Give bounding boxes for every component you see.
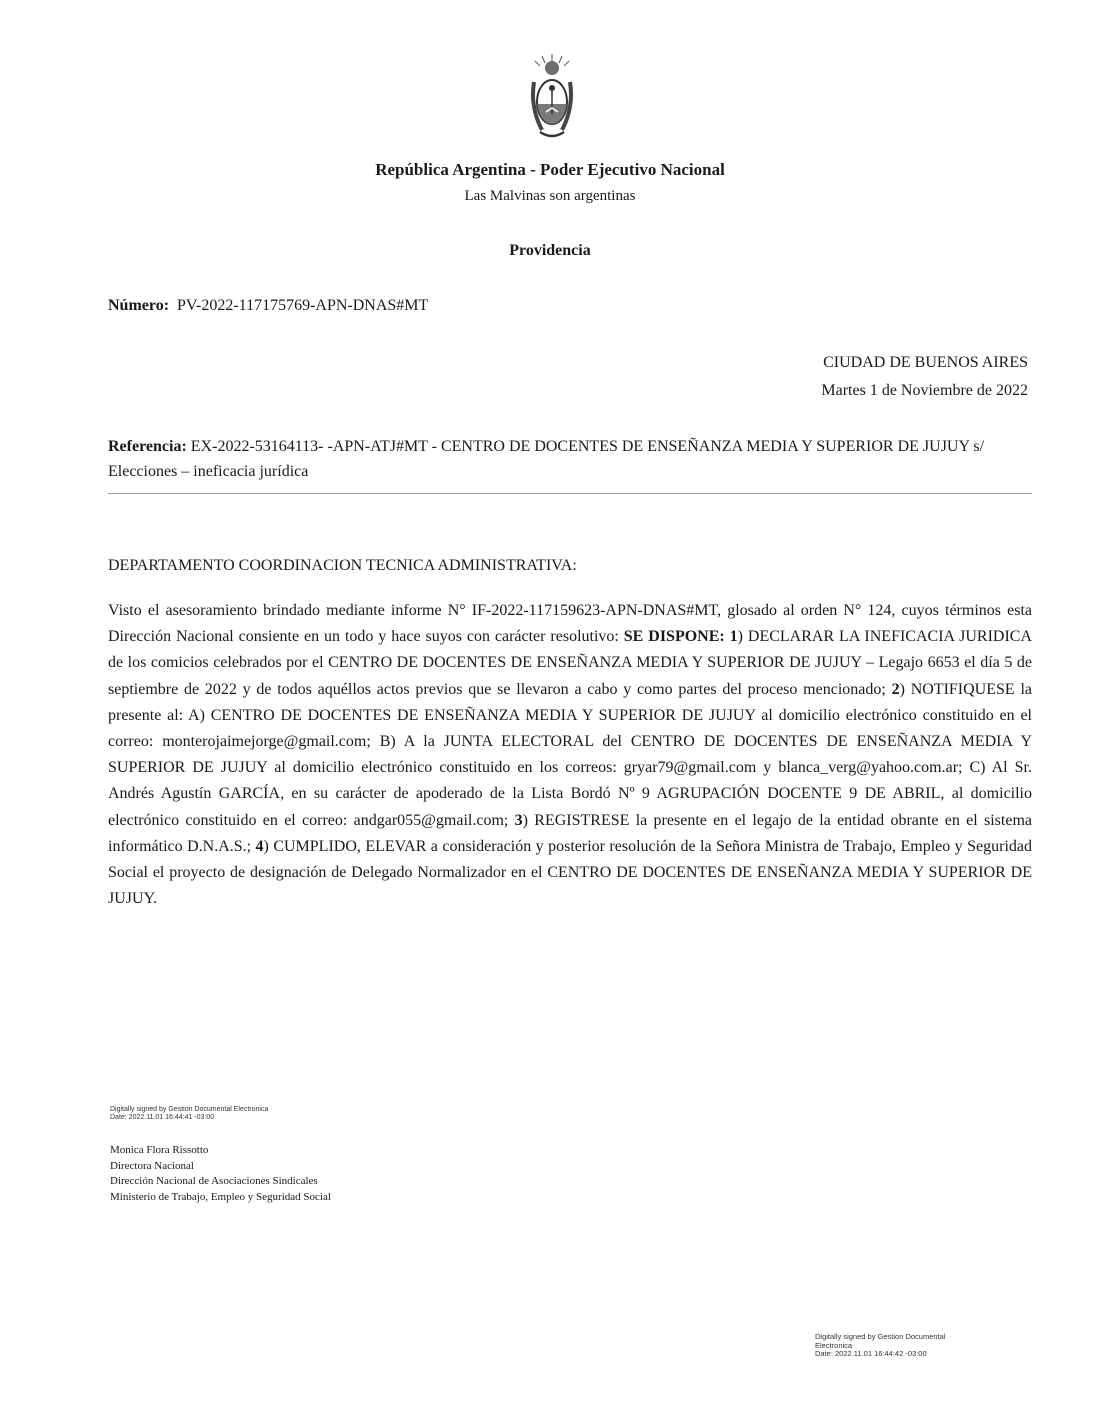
body-text-2: ) DECLARAR LA INEFICACIA JURIDICA de los comicios celebrados por el CENTRO DE DOCENTES DE ENSEÑANZA MEDIA Y SUPERIOR DE JUJUY – Legajo 6653 el día 5 de septiembre de 2022 y de todos aquéllos actos previos que se llevaron a cabo y como partes del proceso mencionado;: [108, 628, 1032, 698]
signature-stamp-date: Date: 2022.11.01 16:44:42 -03:00: [815, 1349, 927, 1358]
place: CIUDAD DE BUENOS AIRES: [823, 354, 1028, 371]
reference-label: Referencia:: [108, 438, 187, 455]
signer-office: Dirección Nacional de Asociaciones Sindicales: [110, 1175, 318, 1187]
reference: [108, 434, 1028, 484]
department-heading: DEPARTAMENTO COORDINACION TECNICA ADMINISTRATIVA:: [108, 557, 577, 574]
body-text-5: ) CUMPLIDO, ELEVAR a consideración y posterior resolución de la Señora Ministra de Trabajo, Empleo y Seguridad Social el proyecto de designación de Delegado Normalizador en el CENTRO DE DOCENTES DE ENSEÑANZA MEDIA Y SUPERIOR DE JUJUY.: [108, 837, 1033, 908]
body-paragraph: [108, 598, 1032, 912]
document-number-value: PV-2022-117175769-APN-DNAS#MT: [177, 297, 429, 314]
body-text-1: Visto el asesoramiento brindado mediante informe N° IF-2022-117159623-APN-DNAS#MT, glosado al orden N° 124, cuyos términos esta Dirección Nacional consiente en un todo y hace suyos con carácter resolutivo:: [108, 602, 1032, 646]
signer-ministry: Ministerio de Trabajo, Empleo y Seguridad Social: [110, 1190, 331, 1203]
date: Martes 1 de Noviembre de 2022: [821, 382, 1028, 399]
document-number-label: Número:: [108, 297, 170, 314]
signature-stamp-line: Digitally signed by Gestion Documental Electronica: [110, 1106, 269, 1113]
digital-signature-stamp: [110, 1106, 268, 1122]
document-number: [108, 297, 428, 315]
item-number-4: 4: [255, 837, 264, 855]
signature-stamp-date: Date: 2022.11.01 16:44:41 -03:00: [110, 1114, 215, 1121]
document-type: Providencia: [509, 242, 591, 259]
digital-signature-stamp-footer: [815, 1333, 945, 1359]
signer-role: Directora Nacional: [110, 1159, 194, 1172]
signature-stamp-line: Electronica: [815, 1340, 853, 1350]
item-number-1: 1: [729, 628, 738, 646]
header-motto: Las Malvinas son argentinas: [464, 188, 636, 204]
se-dispone: SE DISPONE:: [623, 628, 730, 646]
reference-value: EX-2022-53164113- -APN-ATJ#MT - CENTRO DE DOCENTES DE ENSEÑANZA MEDIA Y SUPERIOR DE JUJUY s/ Elecciones – ineficacia jurídica: [108, 438, 985, 480]
item-number-3: 3: [514, 811, 523, 829]
body-text-3: ) NOTIFIQUESE la presente al: A) CENTRO DE DOCENTES DE ENSEÑANZA MEDIA Y SUPERIOR DE JUJUY al domicilio electrónico constituido en el correo: monterojaimejorge@gmail.com; B) A la JUNTA ELECTORAL del CENTRO DE DOCENTES DE ENSEÑANZA MEDIA Y SUPERIOR DE JUJUY al domicilio electrónico constituido en los correos: gryar79@gmail.com y blanca_verg@yahoo.com.ar; C) Al Sr. Andrés Agustín GARCÍA, en su carácter de apoderado de la Lista Bordó Nº 9 AGRUPACIÓN DOCENTE 9 DE ABRIL, al domicilio electrónico constituido en el correo: andgar055@gmail.com;: [108, 680, 1032, 829]
divider: [108, 493, 1032, 494]
signature-stamp-line: Digitally signed by Gestion Documental: [815, 1332, 946, 1341]
coat-of-arms-icon: [528, 52, 576, 144]
item-number-2: 2: [891, 680, 900, 698]
body-text-4: ) REGISTRESE la presente en el legajo de la entidad obrante en el sistema informático D.N.A.S.;: [108, 811, 1032, 855]
signer-block: [110, 1143, 331, 1205]
signer-name: Monica Flora Rissotto: [110, 1144, 209, 1156]
header-title: República Argentina - Poder Ejecutivo Nacional: [375, 160, 725, 179]
